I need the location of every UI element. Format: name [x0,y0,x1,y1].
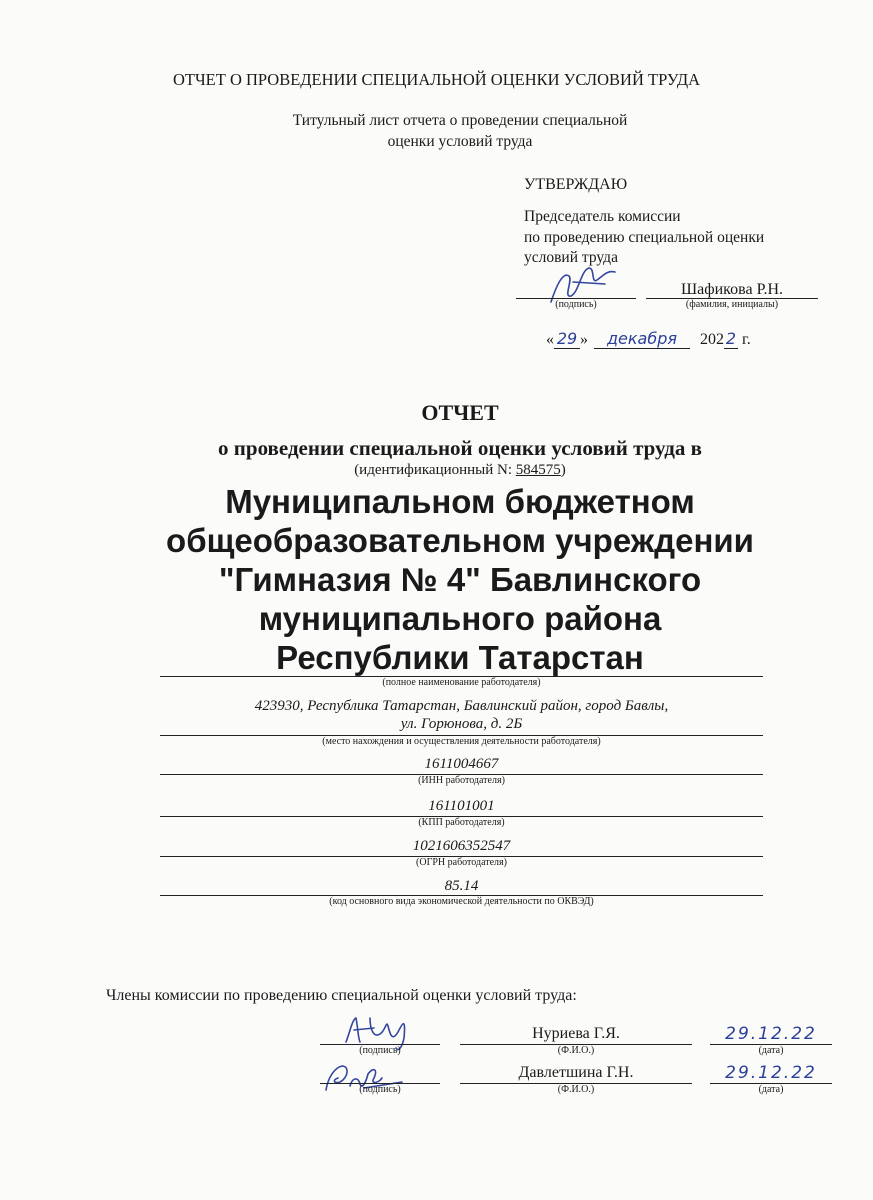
chairman-name: Шафикова Р.Н. [680,281,784,298]
inn-caption: (ИНН работодателя) [418,775,505,786]
approval-role-line-1: Председатель комиссии [524,208,681,225]
member-2-date-caption: (дата) [758,1084,784,1095]
date-open-quote: « [546,331,554,348]
report-subtitle: о проведении специальной оценки условий труда в [218,436,702,460]
member-1-name-caption: (Ф.И.О.) [557,1045,595,1056]
employer-name-line-1: Муниципальном бюджетном [225,483,695,520]
member-2-name-caption: (Ф.И.О.) [557,1084,595,1095]
okved-caption: (код основного вида экономической деятельности по ОКВЭД) [329,896,594,907]
report-id-prefix: (идентификационный N: [354,462,513,478]
employer-name-caption: (полное наименование работодателя) [382,677,541,688]
member-1-date-caption: (дата) [758,1045,784,1056]
okved-value: 85.14 [444,878,479,894]
employer-name [60,482,860,677]
member-1-date: 29.12.22 [725,1024,817,1044]
member-2-date: 29.12.22 [725,1063,817,1083]
chairman-name-caption: (фамилия, инициалы) [685,299,779,310]
member-1-name: Нуриева Г.Я. [532,1025,620,1042]
employer-address-line-1: 423930, Республика Татарстан, Бавлинский район, город Бавлы, [254,698,669,714]
employer-name-line-4: муниципального района [258,600,662,637]
inn-value: 1611004667 [424,756,499,772]
ogrn-value: 1021606352547 [412,838,511,854]
member-2-name: Давлетшина Г.Н. [518,1064,634,1081]
chairman-signature-caption: (подпись) [555,299,597,310]
employer-name-line-3: "Гимназия № 4" Бавлинского [218,561,702,598]
report-heading: ОТЧЕТ О ПРОВЕДЕНИИ СПЕЦИАЛЬНОЙ ОЦЕНКИ УСЛОВИЙ ТРУДА [172,70,701,89]
date-day: 29 [554,329,580,349]
date-year-suffix: г. [742,331,751,348]
approve-word: УТВЕРЖДАЮ [524,176,628,193]
employer-address-line-2: ул. Горюнова, д. 2Б [400,716,523,732]
employer-name-line-2: общеобразовательном учреждении [166,522,754,559]
approval-role-line-3: условий труда [524,249,618,266]
date-year-digit: 2 [725,329,737,348]
commission-heading: Члены комиссии по проведению специальной оценки условий труда: [106,987,577,1004]
ogrn-caption: (ОГРН работодателя) [416,857,507,868]
report-id-number: 584575 [515,462,561,478]
report-title: ОТЧЕТ [421,400,499,425]
member-2-signature-caption: (подпись) [359,1084,401,1095]
kpp-value: 161101001 [428,798,495,814]
report-id [0,462,873,479]
date-year-prefix: 202 [700,331,724,348]
subtitle-line-2: оценки условий труда [387,133,533,150]
date-month: декабря [594,329,690,349]
approval-role-line-2: по проведению специальной оценки [524,229,765,246]
report-id-suffix: ) [560,462,566,478]
subtitle-line-1: Титульный лист отчета о проведении специальной [292,112,628,129]
employer-name-line-5: Республики Татарстан [276,639,644,676]
member-1-signature-caption: (подпись) [359,1045,401,1056]
kpp-caption: (КПП работодателя) [418,817,505,828]
date-close-quote: » [580,331,588,348]
approval-date [546,329,751,349]
employer-address-caption: (место нахождения и осуществления деятельности работодателя) [322,736,601,747]
